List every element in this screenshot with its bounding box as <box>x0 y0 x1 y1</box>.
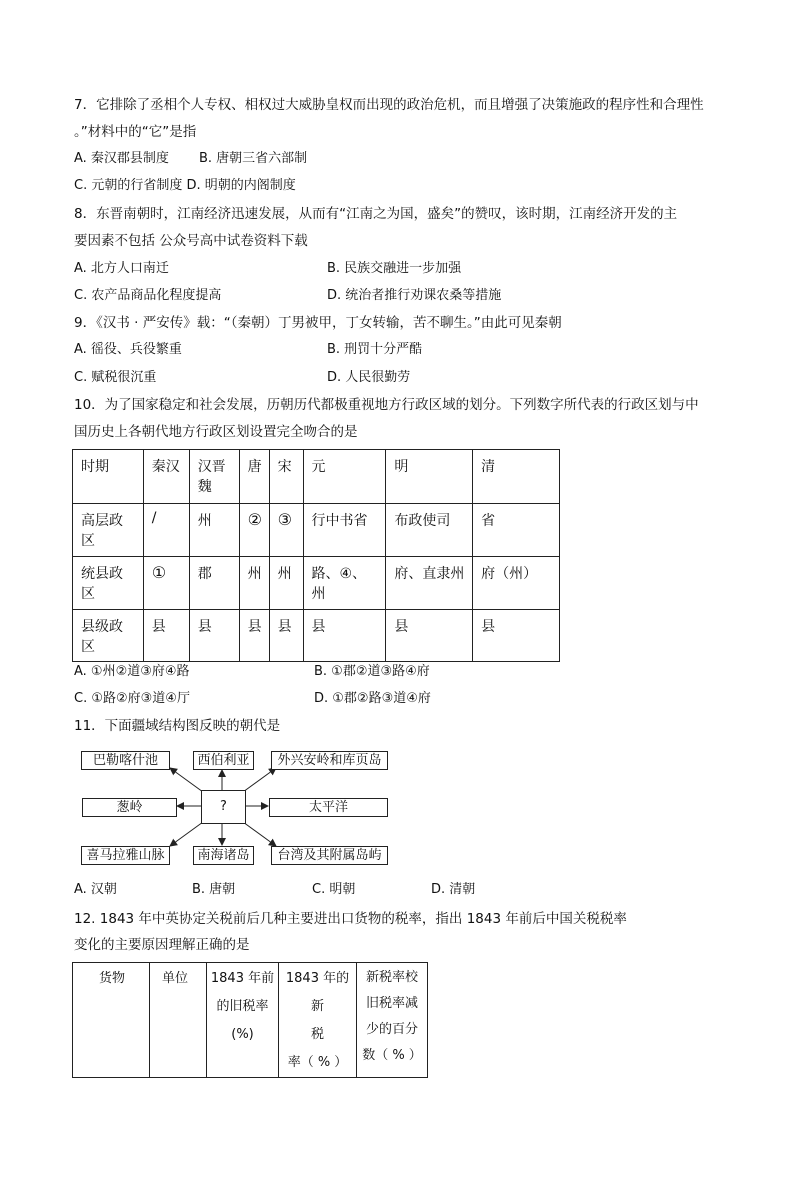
q11-option-a[interactable]: A. 汉朝 <box>74 882 117 897</box>
table-cell: 县 <box>143 610 189 662</box>
table-cell: 州 <box>189 504 239 557</box>
table-cell: 布政使司 <box>386 504 473 557</box>
q9-option-a[interactable]: A. 徭役、兵役繁重 <box>74 342 182 357</box>
diagram-box-top-left: 巴勒喀什池 <box>81 751 170 770</box>
q8-stem-line1: 8．东晋南朝时，江南经济迅速发展，从而有“江南之为国，盛矣”的赞叹，该时期，江南经济开发的主 <box>74 206 678 222</box>
q8-option-d[interactable]: D. 统治者推行劝课农桑等措施 <box>327 288 502 303</box>
q9-option-c[interactable]: C. 赋税很沉重 <box>74 370 157 385</box>
header-line: 旧税率减 <box>365 996 418 1011</box>
table-cell: ① <box>143 557 189 610</box>
diagram-box-bottom-right: 台湾及其附属岛屿 <box>271 846 388 865</box>
table-cell: 州 <box>269 557 303 610</box>
header-line: 数（ % ） <box>362 1048 422 1063</box>
q11-option-b[interactable]: B. 唐朝 <box>192 882 236 897</box>
table-cell: 统县政区 <box>73 557 144 610</box>
q11-stem: 11．下面疆域结构图反映的朝代是 <box>74 718 281 734</box>
table-cell: 县 <box>473 610 560 662</box>
q10-option-a[interactable]: A. ①州②道③府④路 <box>74 664 190 679</box>
q12-stem-line2: 变化的主要原因理解正确的是 <box>74 937 250 953</box>
table-cell: 县 <box>189 610 239 662</box>
diagram-box-bottom: 南海诸岛 <box>193 846 254 865</box>
table-cell: 汉晋魏 <box>189 450 239 504</box>
q9-option-d[interactable]: D. 人民很勤劳 <box>327 370 411 385</box>
table-cell: 县 <box>239 610 269 662</box>
header-line: (%) <box>231 1027 254 1042</box>
header-line: 税 <box>310 1027 324 1042</box>
table-cell: 郡 <box>189 557 239 610</box>
q10-option-b[interactable]: B. ①郡②道③路④府 <box>314 664 430 679</box>
q7-option-cd[interactable]: C. 元朝的行省制度 D. 明朝的内阁制度 <box>74 178 296 193</box>
header-line: 1843 年前 <box>210 971 275 986</box>
header-line: 的旧税率 <box>216 999 269 1014</box>
diagram-box-bottom-left: 喜马拉雅山脉 <box>81 846 170 865</box>
q12-stem-line1: 12. 1843 年中英协定关税前后几种主要进出口货物的税率，指出 1843 年前后中国关税税率 <box>74 911 627 927</box>
table-cell: 宋 <box>269 450 303 504</box>
table-cell: 清 <box>473 450 560 504</box>
q9-stem: 9．《汉书 · 严安传》载：“（秦朝）丁男被甲，丁女转输，苦不聊生。”由此可见秦朝 <box>74 315 562 331</box>
table-cell: 县级政区 <box>73 610 144 662</box>
diagram-box-left: 葱岭 <box>82 798 177 817</box>
tariff-table <box>72 962 428 1078</box>
header-line: 新税率校 <box>365 970 418 985</box>
table-header-cell <box>357 963 428 1078</box>
table-cell: 省 <box>473 504 560 557</box>
q10-stem-line1: 10．为了国家稳定和社会发展，历朝历代都极重视地方行政区域的划分。下列数字所代表的行政区划与中 <box>74 397 699 413</box>
q8-stem-line2: 要因素不包括 公众号高中试卷资料下载 <box>74 233 308 249</box>
q8-option-b[interactable]: B. 民族交融进一步加强 <box>327 261 462 276</box>
table-cell: 府（州） <box>473 557 560 610</box>
q8-option-c[interactable]: C. 农产品商品化程度提高 <box>74 288 222 303</box>
table-cell: 行中书省 <box>303 504 386 557</box>
table-cell: 时期 <box>73 450 144 504</box>
diagram-box-right: 太平洋 <box>269 798 388 817</box>
table-cell: 县 <box>386 610 473 662</box>
table-cell: ② <box>239 504 269 557</box>
table-cell: 明 <box>386 450 473 504</box>
table-header-cell <box>207 963 279 1078</box>
diagram-box-top: 西伯利亚 <box>193 751 254 770</box>
table-cell: 县 <box>269 610 303 662</box>
table-cell: ③ <box>269 504 303 557</box>
q11-option-d[interactable]: D. 清朝 <box>431 882 476 897</box>
header-line: 1843 年的新 <box>285 971 350 1014</box>
table-cell: 府、直隶州 <box>386 557 473 610</box>
q11-option-c[interactable]: C. 明朝 <box>312 882 356 897</box>
q7-stem-line1: 7．它排除了丞相个人专权、相权过大威胁皇权而出现的政治危机，而且增强了决策施政的程序性和合理性 <box>74 97 704 113</box>
q7-stem-line2: 。”材料中的“它”是指 <box>74 124 197 140</box>
q7-option-a[interactable]: A. 秦汉郡县制度 <box>74 151 169 166</box>
table-cell: 秦汉 <box>143 450 189 504</box>
q10-option-c[interactable]: C. ①路②府③道④厅 <box>74 691 190 706</box>
table-cell: / <box>143 504 189 557</box>
table-cell: 路、④、州 <box>303 557 386 610</box>
diagram-box-top-right: 外兴安岭和库页岛 <box>271 751 388 770</box>
header-line: 少的百分 <box>365 1022 418 1037</box>
table-header-cell: 单位 <box>150 963 207 1078</box>
table-cell: 高层政区 <box>73 504 144 557</box>
q7-option-b[interactable]: B. 唐朝三省六部制 <box>199 151 308 166</box>
table-header-cell <box>279 963 357 1078</box>
q10-stem-line2: 国历史上各朝代地方行政区划设置完全吻合的是 <box>74 424 358 440</box>
table-cell: 唐 <box>239 450 269 504</box>
table-cell: 县 <box>303 610 386 662</box>
q8-option-a[interactable]: A. 北方人口南迁 <box>74 261 169 276</box>
table-cell: 州 <box>239 557 269 610</box>
header-line: 率（ % ） <box>287 1055 348 1070</box>
table-cell: 元 <box>303 450 386 504</box>
q10-option-d[interactable]: D. ①郡②路③道④府 <box>314 691 431 706</box>
diagram-box-center: ? <box>201 790 246 824</box>
q9-option-b[interactable]: B. 刑罚十分严酷 <box>327 342 423 357</box>
table-header-cell: 货物 <box>73 963 150 1078</box>
table-header-row <box>73 963 428 1078</box>
